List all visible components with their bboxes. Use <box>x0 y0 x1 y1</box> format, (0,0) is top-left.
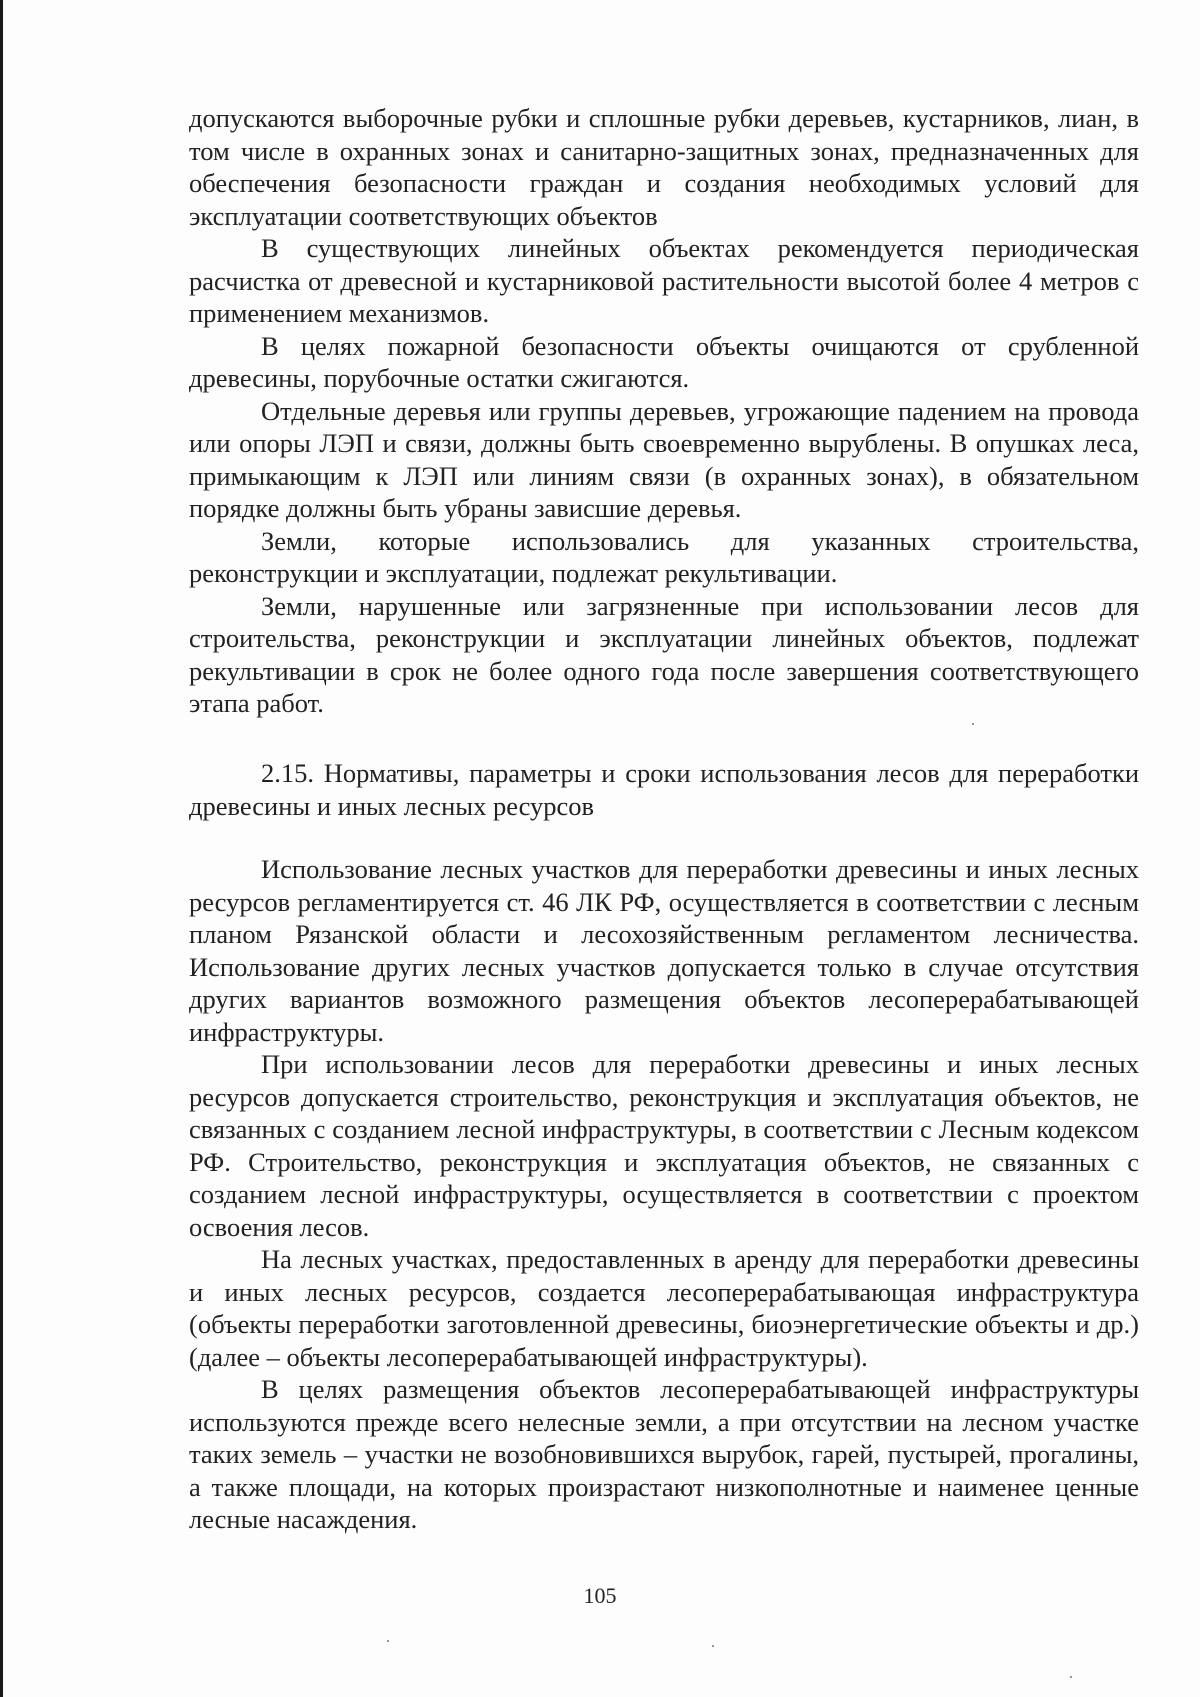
paragraph: Отдельные деревья или группы деревьев, угрожающие падением на провода или опоры ЛЭП и связи, должны быть своевременно вырублены. В опушках леса, примыкающим к ЛЭП или линиям связи (в охранных зонах), в обязательном порядке должны быть убраны зависшие деревья. <box>189 395 1139 523</box>
section-heading: 2.15. Нормативы, параметры и сроки использования лесов для переработки древесины и иных лесных ресурсов <box>189 758 1139 821</box>
paragraph: В целях размещения объектов лесоперерабатывающей инфраструктуры используются прежде всего нелесные земли, а при отсутствии на лесном участке таких земель – участки не возобновившихся вырубок, гарей, пустырей, прогалины, а также площади, на которых произрастают низкополнотные и наименее ценные лесные насаждения. <box>189 1374 1139 1534</box>
paragraph: Земли, нарушенные или загрязненные при использовании лесов для строительства, реконструкции и эксплуатации линейных объектов, подлежат рекультивации в срок не более одного года после завершения соответствующего этапа работ. <box>189 590 1139 718</box>
paragraph: Использование лесных участков для переработки древесины и иных лесных ресурсов регламентируется ст. 46 ЛК РФ, осуществляется в соответствии с лесным планом Рязанской области и лесохозяйственным регламентом лесничества. Использование других лесных участков допускается только в случае отсутствия других вариантов возможного размещения объектов лесоперерабатывающей инфраструктуры. <box>189 854 1139 1047</box>
section-text <box>189 853 1139 1536</box>
paragraph: При использовании лесов для переработки древесины и иных лесных ресурсов допускается строительство, реконструкция и эксплуатация объектов, не связанных с созданием лесной инфраструктуры, в соответствии с Лесным кодексом РФ. Строительство, реконструкция и эксплуатация объектов, не связанных с созданием лесной инфраструктуры, осуществляется в соответствии с проектом освоения лесов. <box>189 1049 1139 1242</box>
paragraph: Земли, которые использовались для указанных строительства, реконструкции и эксплуатации, подлежат рекультивации. <box>189 525 1139 588</box>
scan-speck <box>1070 1676 1072 1678</box>
page-number: 105 <box>583 1583 617 1608</box>
section-heading-block <box>189 757 1139 822</box>
paragraph: На лесных участках, предоставленных в аренду для переработки древесины и иных лесных ресурсов, создается лесоперерабатывающая инфраструктура (объекты переработки заготовленной древесины, биоэнергетические объекты и др.) (далее – объекты лесоперерабатывающей инфраструктуры). <box>189 1244 1139 1372</box>
scan-speck <box>387 1640 389 1642</box>
paragraph: В существующих линейных объектах рекомендуется периодическая расчистка от древесной и кустарниковой растительности высотой более 4 метров с применением механизмов. <box>189 233 1139 328</box>
paragraph: В целях пожарной безопасности объекты очищаются от срубленной древесины, порубочные остатки сжигаются. <box>189 330 1139 393</box>
scan-speck <box>972 723 974 725</box>
scan-speck <box>712 1645 714 1647</box>
paragraph: допускаются выборочные рубки и сплошные рубки деревьев, кустарников, лиан, в том числе в охранных зонах и санитарно-защитных зонах, предназначенных для обеспечения безопасности граждан и создания необходимых условий для эксплуатации соответствующих объектов <box>189 103 1139 231</box>
scan-edge <box>0 0 3 1697</box>
intro-text <box>189 102 1139 720</box>
